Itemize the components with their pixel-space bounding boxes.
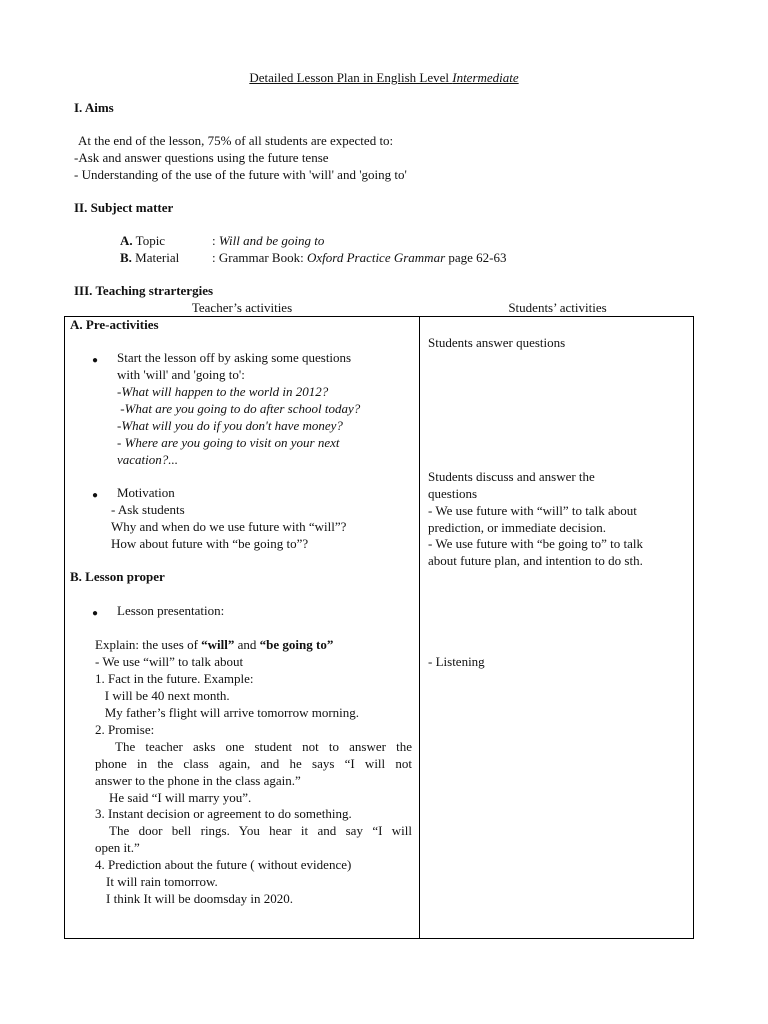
lesson-line: It will rain tomorrow. — [106, 874, 218, 889]
lesson-line: 1. Fact in the future. Example: — [95, 671, 254, 686]
title-prefix: Detailed Lesson Plan in English Level — [249, 70, 453, 85]
lesson-proper-heading: B. Lesson proper — [70, 569, 165, 584]
teaching-heading: III. Teaching strartergies — [74, 283, 214, 298]
students-column-header: Students’ activities — [508, 300, 607, 315]
question-line: - Where are you going to visit on your next — [117, 435, 340, 450]
students-listening: - Listening — [428, 654, 485, 669]
motivation-line: How about future with “be going to”? — [111, 536, 309, 551]
lesson-line: I will be 40 next month. — [95, 688, 230, 703]
question-line: vacation?... — [117, 452, 179, 467]
aims-heading: I. Aims — [74, 100, 114, 115]
motivation-line: - Ask students — [111, 502, 185, 517]
students-discuss: Students discuss and answer the — [428, 469, 595, 484]
bullet: ● — [92, 355, 99, 366]
bullet: ● — [92, 490, 99, 501]
question-line: -What will you do if you don't have money? — [117, 418, 343, 433]
aims-intro: At the end of the lesson, 75% of all students are expected to: — [78, 133, 394, 148]
topic-label: Topic — [135, 233, 166, 248]
material-letter: B. — [120, 250, 132, 265]
topic-value: Will and be going to — [218, 233, 325, 248]
lesson-line: 4. Prediction about the future ( without evidence) — [95, 857, 352, 872]
explain-line — [95, 637, 333, 654]
subject-topic-row — [120, 233, 324, 250]
students-answer: Students answer questions — [428, 335, 566, 350]
material-suffix: page 62-63 — [445, 250, 507, 265]
aims-item: - Understanding of the use of the future with 'will' and 'going to' — [74, 167, 407, 182]
lesson-line: phone in the class again, and he says “I will not — [95, 756, 412, 771]
lesson-line: answer to the phone in the class again.” — [95, 773, 301, 788]
subject-material-row — [120, 250, 507, 267]
students-will-note: prediction, or immediate decision. — [428, 520, 606, 535]
teacher-column-header: Teacher’s activities — [191, 300, 293, 315]
lesson-line: The door bell rings. You hear it and say “I will — [109, 823, 412, 838]
lesson-line: open it.” — [95, 840, 140, 855]
document-title — [0, 70, 768, 87]
lesson-line: - We use “will” to talk about — [95, 654, 244, 669]
lesson-line: 2. Promise: — [95, 722, 155, 737]
lesson-line: He said “I will marry you”. — [109, 790, 252, 805]
lesson-line: The teacher asks one student not to answer the — [115, 739, 412, 754]
question-line: -What are you going to do after school today? — [117, 401, 361, 416]
students-going-note: about future plan, and intention to do sth. — [428, 553, 643, 568]
material-label: Material — [135, 250, 180, 265]
students-will-note: - We use future with “will” to talk about — [428, 503, 637, 518]
topic-letter: A. — [120, 233, 133, 248]
explain-will: “will” — [201, 637, 235, 652]
aims-item: -Ask and answer questions using the future tense — [74, 150, 329, 165]
explain-going: “be going to” — [259, 637, 334, 652]
students-going-note: - We use future with “be going to” to talk — [428, 536, 643, 551]
bullet: ● — [92, 608, 99, 619]
lesson-line: I think It will be doomsday in 2020. — [106, 891, 294, 906]
lesson-line: My father’s flight will arrive tomorrow morning. — [95, 705, 360, 720]
lesson-presentation-label: Lesson presentation: — [117, 603, 225, 618]
motivation-line: Why and when do we use future with “will”? — [111, 519, 347, 534]
material-book: Oxford Practice Grammar — [306, 250, 446, 265]
question-line: -What will happen to the world in 2012? — [117, 384, 329, 399]
pre-activities-intro: Start the lesson off by asking some questions — [117, 350, 352, 365]
explain-and: and — [234, 637, 260, 652]
table-column-divider — [419, 316, 420, 939]
title-level: Intermediate — [452, 70, 519, 85]
subject-matter-heading: II. Subject matter — [74, 200, 174, 215]
motivation-label: Motivation — [117, 485, 175, 500]
pre-activities-intro: with 'will' and 'going to': — [117, 367, 245, 382]
pre-activities-heading: A. Pre-activities — [70, 317, 159, 332]
lesson-line: 3. Instant decision or agreement to do something. — [95, 806, 352, 821]
explain-prefix: Explain: the uses of — [95, 637, 202, 652]
material-prefix: : Grammar Book: — [212, 250, 307, 265]
students-discuss: questions — [428, 486, 478, 501]
topic-colon: : — [212, 233, 219, 248]
